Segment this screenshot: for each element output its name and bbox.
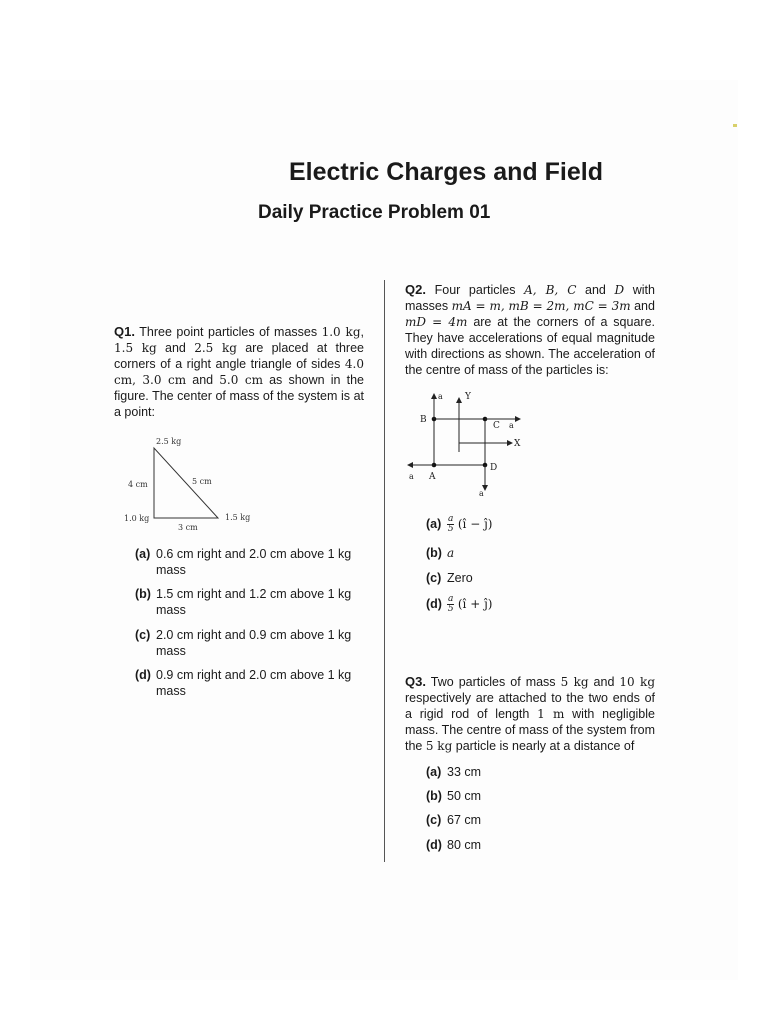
q2-fig-label-y: Y bbox=[465, 392, 471, 402]
q3-length: 1 m bbox=[537, 707, 565, 721]
q1-text-part: as shown in the figure. The center of mass of the system is at a point: bbox=[114, 373, 365, 419]
option-text: mass bbox=[156, 644, 186, 658]
q2-masses: mA = m, mB = 2m, mC = 3m bbox=[451, 299, 631, 313]
q1-sides: 4.0 cm, 3.0 cm bbox=[114, 357, 364, 387]
q1-fig-bottom-side: 3 cm bbox=[178, 523, 198, 532]
q2-square-figure bbox=[404, 388, 534, 500]
option-text: mass bbox=[156, 563, 186, 577]
q1-text-part: are placed at three corners of a right angle triangle of sides bbox=[114, 341, 364, 371]
option-text: (î + ĵ) bbox=[457, 596, 493, 611]
q2-mass-d: mD = 4m bbox=[405, 315, 468, 329]
fraction bbox=[447, 515, 454, 534]
q2-text bbox=[405, 282, 655, 378]
option-text: 0.6 cm right and 2.0 cm above 1 kg bbox=[156, 547, 352, 561]
option-text: Zero bbox=[447, 571, 473, 585]
fraction-numerator: a bbox=[448, 594, 454, 604]
q3-mass-2: 10 kg bbox=[619, 675, 655, 689]
page-subtitle: Daily Practice Problem 01 bbox=[258, 202, 491, 223]
option-label: (a) bbox=[426, 765, 442, 779]
q2-fig-accel-c: a bbox=[509, 421, 514, 430]
q3-mass-1: 5 kg bbox=[560, 675, 589, 689]
q2-label: Q2. bbox=[405, 282, 426, 297]
q2-fig-label-a: A bbox=[429, 472, 436, 482]
q1-mass-2: 1.5 kg bbox=[114, 341, 157, 355]
q1-text-part: and bbox=[186, 373, 220, 387]
q2-text-part: and bbox=[576, 283, 615, 297]
q1-text bbox=[114, 324, 364, 420]
q2-fig-accel-d: a bbox=[479, 489, 484, 498]
option-text: 2.0 cm right and 0.9 cm above 1 kg bbox=[156, 628, 352, 642]
q3-text-part: particle is nearly at a distance of bbox=[452, 739, 635, 753]
option-label: (d) bbox=[135, 668, 151, 682]
q2-fig-label-b: B bbox=[420, 415, 427, 425]
option-text: (î − ĵ) bbox=[457, 516, 493, 531]
option-label: (d) bbox=[426, 596, 442, 611]
q2-fig-label-c: C bbox=[493, 421, 500, 431]
option-text: mass bbox=[156, 684, 186, 698]
q3-text-part: respectively are attached to the two ends of a rigid rod of length bbox=[405, 691, 655, 721]
q3-text-part: Two particles of mass bbox=[425, 675, 561, 689]
q2-text-part: with masses bbox=[405, 283, 655, 313]
q2-fig-label-x: X bbox=[514, 439, 521, 449]
q1-option-d[interactable] bbox=[135, 667, 375, 699]
q3-text-part: and bbox=[588, 675, 620, 689]
q1-triangle-figure bbox=[120, 432, 260, 536]
q1-side-hyp: 5.0 cm bbox=[219, 373, 263, 387]
q3-option-d[interactable] bbox=[426, 837, 481, 853]
q3-option-c[interactable] bbox=[426, 812, 481, 828]
q2-fig-label-d: D bbox=[490, 463, 498, 473]
q2-particle-d: D bbox=[614, 283, 625, 297]
option-label: (b) bbox=[135, 587, 151, 601]
option-text: 50 cm bbox=[447, 789, 482, 803]
q3-text-part: with negligible mass. The centre of mass of the system from the bbox=[405, 707, 655, 753]
option-text: a bbox=[447, 546, 455, 560]
option-label: (b) bbox=[426, 789, 442, 803]
option-label: (c) bbox=[426, 571, 442, 585]
q1-label: Q1. bbox=[114, 324, 135, 339]
option-label: (b) bbox=[426, 546, 442, 560]
q2-text-part: Four particles bbox=[425, 283, 525, 297]
q2-text-part: and bbox=[630, 299, 655, 313]
q1-fig-left-side: 4 cm bbox=[128, 480, 148, 489]
q3-text bbox=[405, 674, 655, 754]
q2-particles: A, B, C bbox=[524, 283, 577, 297]
q2-fig-accel-b: a bbox=[438, 392, 443, 401]
q2-fig-accel-a: a bbox=[409, 472, 414, 481]
q2-option-a[interactable] bbox=[426, 515, 492, 534]
fraction-denominator: 5 bbox=[447, 604, 454, 614]
q1-option-c[interactable] bbox=[135, 627, 375, 659]
q2-text-part: are at the corners of a square. They have accelerations of equal magnitude with directions as shown. The acceleration of the centre of mass of the particles is: bbox=[405, 315, 655, 377]
q1-fig-top-mass: 2.5 kg bbox=[156, 437, 182, 446]
option-label: (c) bbox=[426, 813, 442, 827]
option-label: (c) bbox=[135, 628, 151, 642]
fraction bbox=[447, 595, 454, 614]
option-label: (a) bbox=[135, 547, 151, 561]
q1-option-a[interactable] bbox=[135, 546, 375, 578]
fraction-numerator: a bbox=[448, 514, 454, 524]
q1-text-part: Three point particles of masses bbox=[134, 325, 322, 339]
q1-text-part: , bbox=[360, 325, 364, 339]
q1-text-part: and bbox=[156, 341, 195, 355]
option-label: (a) bbox=[426, 516, 442, 531]
q2-option-d[interactable] bbox=[426, 595, 492, 614]
q3-option-b[interactable] bbox=[426, 788, 481, 804]
q3-option-a[interactable] bbox=[426, 764, 481, 780]
q1-fig-left-mass: 1.0 kg bbox=[124, 514, 150, 523]
q3-label: Q3. bbox=[405, 674, 426, 689]
scan-speck bbox=[733, 124, 737, 127]
option-text: 80 cm bbox=[447, 838, 482, 852]
q1-option-b[interactable] bbox=[135, 586, 375, 618]
option-text: 33 cm bbox=[447, 765, 482, 779]
option-text: mass bbox=[156, 603, 186, 617]
q1-fig-hyp: 5 cm bbox=[192, 477, 212, 486]
q2-option-c[interactable] bbox=[426, 570, 473, 586]
q1-mass-1: 1.0 kg bbox=[321, 325, 361, 339]
q3-mass-3: 5 kg bbox=[425, 739, 453, 753]
q1-fig-right-mass: 1.5 kg bbox=[225, 513, 251, 522]
q1-mass-3: 2.5 kg bbox=[194, 341, 237, 355]
option-label: (d) bbox=[426, 838, 442, 852]
column-divider bbox=[384, 280, 385, 862]
option-text: 1.5 cm right and 1.2 cm above 1 kg bbox=[156, 587, 352, 601]
option-text: 67 cm bbox=[447, 813, 482, 827]
page-title: Electric Charges and Field bbox=[289, 158, 603, 186]
fraction-denominator: 5 bbox=[447, 524, 454, 534]
q2-option-b[interactable] bbox=[426, 545, 454, 561]
option-text: 0.9 cm right and 2.0 cm above 1 kg bbox=[156, 668, 352, 682]
